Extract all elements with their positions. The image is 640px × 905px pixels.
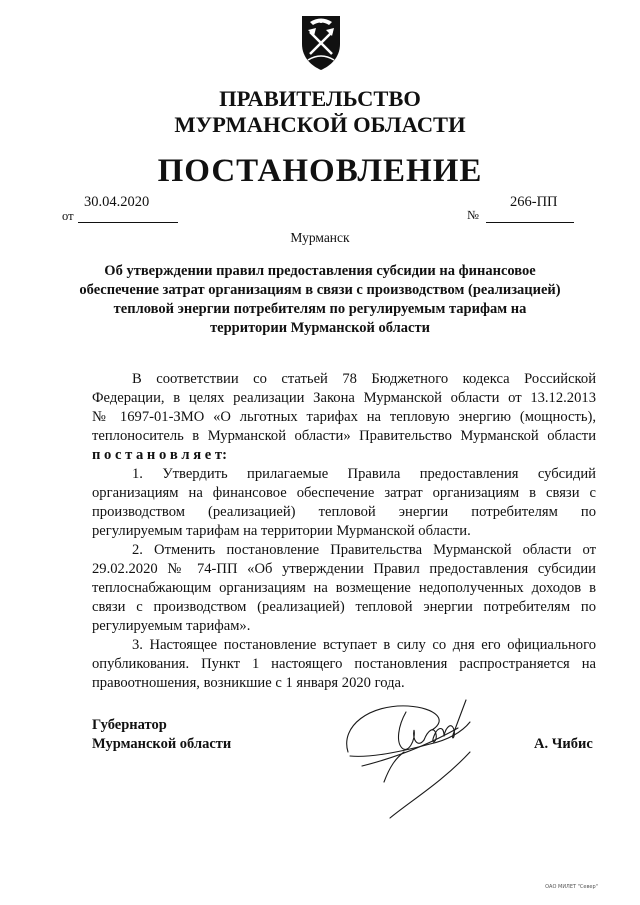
document-title-line: тепловой энергии потребителям по регулируемым тарифам на bbox=[113, 301, 527, 317]
document-title-line: Об утверждении правил предоставления субсидии на финансовое bbox=[104, 263, 536, 279]
document-title-line: обеспечение затрат организациям в связи с производством (реализацией) bbox=[79, 282, 561, 298]
document-date: 30.04.2020 bbox=[84, 194, 150, 210]
document-number: 266-ПП bbox=[510, 194, 558, 210]
body-line: регулируемым тарифам на территории Мурманской области. bbox=[92, 523, 471, 539]
handwritten-signature bbox=[330, 686, 480, 822]
date-prefix: от bbox=[62, 209, 74, 223]
body-line: производством (реализацией) тепловой энергии потребителям по bbox=[92, 504, 596, 520]
body-line: связи с производством (реализацией) тепловой энергии потребителям по bbox=[92, 599, 596, 615]
body-line: организациям на финансовое обеспечение затрат организациям в связи с bbox=[92, 485, 596, 501]
body-line: 3. Настоящее постановление вступает в силу со дня его официального bbox=[132, 637, 596, 653]
coat-of-arms-icon bbox=[296, 10, 346, 72]
signatory-name: А. Чибис bbox=[534, 736, 593, 752]
document-type-title: ПОСТАНОВЛЕНИЕ bbox=[157, 153, 483, 189]
body-line: Федерации, в целях реализации Закона Мурманской области от 13.12.2013 bbox=[92, 390, 596, 406]
resolution-word: п о с т а н о в л я е т: bbox=[92, 447, 227, 463]
body-line: № 1697-01-ЗМО «О льготных тарифах на тепловую энергию (мощность), bbox=[92, 409, 596, 425]
print-house-stamp: ОАО МИЛЕТ "Север" bbox=[545, 884, 598, 890]
government-title-line2: МУРМАНСКОЙ ОБЛАСТИ bbox=[174, 112, 466, 137]
body-line: регулируемым тарифам». bbox=[92, 618, 251, 634]
body-line: теплоноситель в Мурманской области» Правительство Мурманской области bbox=[92, 428, 596, 444]
body-line: опубликования. Пункт 1 настоящего постановления распространяется на bbox=[92, 656, 596, 672]
number-prefix: № bbox=[467, 208, 479, 222]
government-title-line1: ПРАВИТЕЛЬСТВО bbox=[219, 86, 421, 111]
signatory-position-line1: Губернатор bbox=[92, 717, 167, 733]
body-line: 2. Отменить постановление Правительства Мурманской области от bbox=[132, 542, 596, 558]
body-line: 29.02.2020 № 74-ПП «Об утверждении Правил предоставления субсидии bbox=[92, 561, 596, 577]
signatory-position-line2: Мурманской области bbox=[92, 736, 232, 752]
body-line: правоотношения, возникшие с 1 января 2020 года. bbox=[92, 675, 405, 691]
body-line: В соответствии со статьей 78 Бюджетного кодекса Российской bbox=[132, 371, 596, 387]
number-underline bbox=[486, 222, 574, 223]
document-title-line: территории Мурманской области bbox=[210, 320, 430, 336]
body-line: теплоснабжающим организациям на возмещение недополученных доходов в bbox=[92, 580, 596, 596]
body-line: 1. Утвердить прилагаемые Правила предоставления субсидий bbox=[132, 466, 596, 482]
date-underline bbox=[78, 222, 178, 223]
city-name: Мурманск bbox=[290, 230, 350, 245]
